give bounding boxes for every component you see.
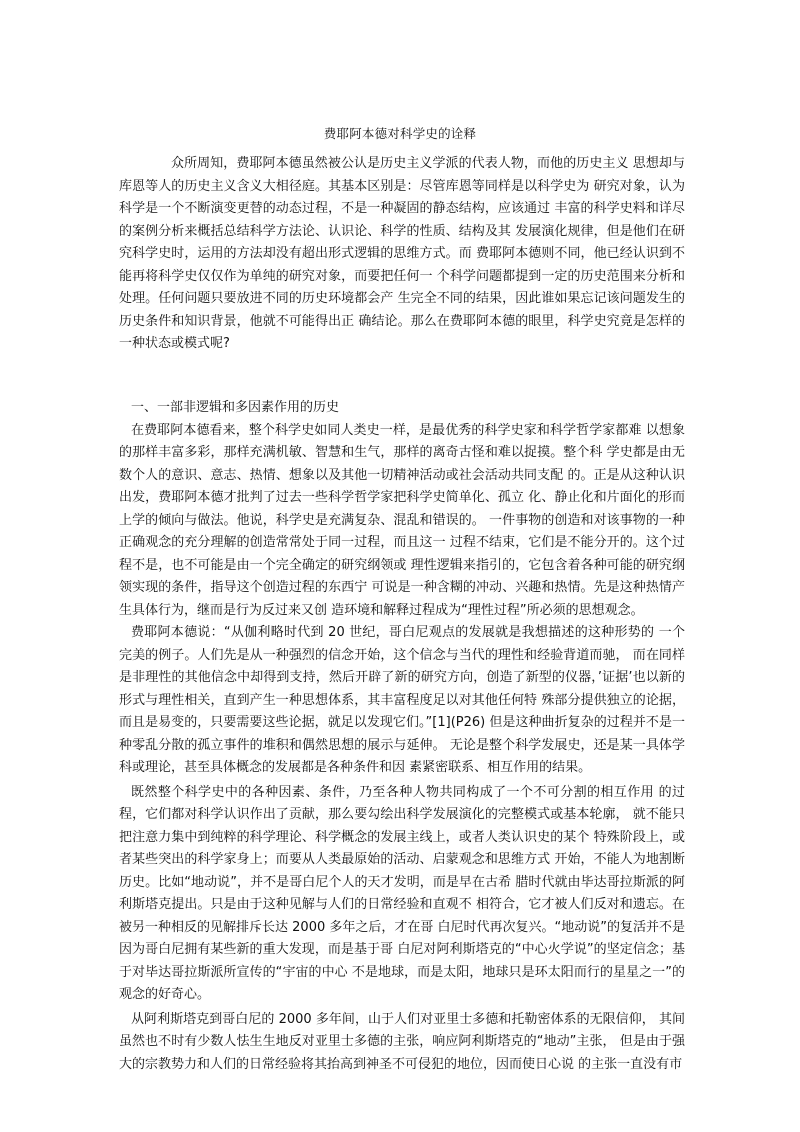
section-block [119, 397, 685, 1076]
section-heading: 一、一部非逻辑和多因素作用的历史 [131, 400, 340, 415]
body-paragraph: 在费耶阿本德看来，整个科学史如同人类史一样，是最优秀的科学史家和科学哲学家都难 以想象的那样丰富多彩，那样充满机敏、智慧和生气，那样的离奇古怪和难以捉摸。整个科 学史都是由无数个人的意识、意志、热情、想象以及其他一切精神活动或社会活动共同支配 的。正是从这种认识出发，费耶阿本德才批判了过去一些科学哲学家把科学史简单化、孤立 化、静止化和片面化的形而上学的倾向与做法。他说，科学史是充满复杂、混乱和错误的。 一件事物的创造和对该事物的一种正确观念的充分理解的创造常常处于同一过程，而且这一 过程不结束，它们是不能分开的。这个过程不是，也不可能是由一个完全确定的研究纲领或 理性逻辑来指引的，它包含着各种可能的研究纲领实现的条件，指导这个创造过程的东西宁 可说是一种含糊的冲动、兴趣和热情。先是这种热情产生具体行为，继而是行为反过来又创 造环境和解释过程成为“理性过程”所必须的思想观念。 [119, 422, 685, 618]
document-title: 费耶阿本德对科学史的诠释 [323, 126, 477, 141]
intro-block [119, 153, 685, 356]
intro-paragraph: 众所周知，费耶阿本德虽然被公认是历史主义学派的代表人物，而他的历史主义 思想却与库恩等人的历史主义含义大相径庭。其基本区别是：尽管库恩等同样是以科学史为 研究对象，认为科学是一个不断演变更替的动态过程，不是一种凝固的静态结构，应该通过 丰富的科学史料和详尽的案例分析来概括总结科学方法论、认识论、科学的性质、结构及其 发展演化规律，但是他们在研究科学史时，运用的方法却没有超出形式逻辑的思维方式。而 费耶阿本德则不同，他已经认识到不能再将科学史仅仅作为单纯的研究对象，而要把任何一 个科学问题都提到一定的历史范围来分析和处理。任何问题只要放进不同的历史环境都会产 生完全不同的结果，因此谁如果忘记该问题发生的历史条件和知识背景，他就不可能得出正 确结论。那么在费耶阿本德的眼里，科学史究竟是怎样的一种状态或模式呢? [119, 156, 685, 351]
body-paragraph: 从阿利斯塔克到哥白尼的 2000 多年间，山于人们对亚里士多德和托勒密体系的无限信仰， 其间虽然也不时有少数人怯生生地反对亚里士多德的主张，响应阿利斯塔克的“地动”主张， 但是由于强大的宗教势力和人们的日常经验将其抬高到神圣不可侵犯的地位，因而使日心说 的主张一直没有市 [119, 1011, 685, 1072]
body-paragraph: 费耶阿本德说：“从伽利略时代到 20 世纪，哥白尼观点的发展就是我想描述的这种形势的 一个完美的例子。人们先是从一种强烈的信念开始，这个信念与当代的理性和经验背道而驰， 而在同样是非理性的其他信念中却得到支持，然后开辟了新的研究方向，创造了新型的仪器，’证据’也以新的形式与理性相关，直到产生一种思想体系，其丰富程度足以对其他任何特 殊部分提供独立的论据，而且是易变的，只要需要这些论据，就足以发现它们。”[1](P26) 但是这种曲折复杂的过程并不是一种零乱分散的孤立事件的堆积和偶然思想的展示与延伸。 无论是整个科学发展史，还是某一具体学科或理论，甚至具体概念的发展都是各种条件和因 素紧密联系、相互作用的结果。 [119, 625, 685, 775]
body-paragraph: 既然整个科学史中的各种因素、条件，乃至各种人物共同构成了一个不可分割的相互作用 的过程，它们都对科学认识作出了贡献，那么要勾绘出科学发展演化的完整模式或基本轮廓， 就不能只把注意力集中到纯粹的科学理论、科学概念的发展主线上，或者人类认识史的某个 特殊阶段上，或者某些突出的科学家身上；而要从人类最原始的活动、启蒙观念和思维方式 开始，不能人为地割断历史。比如“地动说”，并不是哥白尼个人的天才发明，而是早在古希 腊时代就由毕达哥拉斯派的阿利斯塔克提出。只是由于这种见解与人们的日常经验和直观不 相符合，它才被人们反对和遗忘。在被另一种相反的见解排斥长达 2000 多年之后，才在哥 白尼时代再次复兴。“地动说”的复活并不是因为哥白尼拥有某些新的重大发现，而是基于哥 白尼对阿利斯塔克的“中心火学说”的坚定信念；基于对毕达哥拉斯派所宣传的“宇宙的中心 不是地球，而是太阳，地球只是环太阳而行的星星之一”的观念的好奇心。 [119, 784, 685, 1002]
